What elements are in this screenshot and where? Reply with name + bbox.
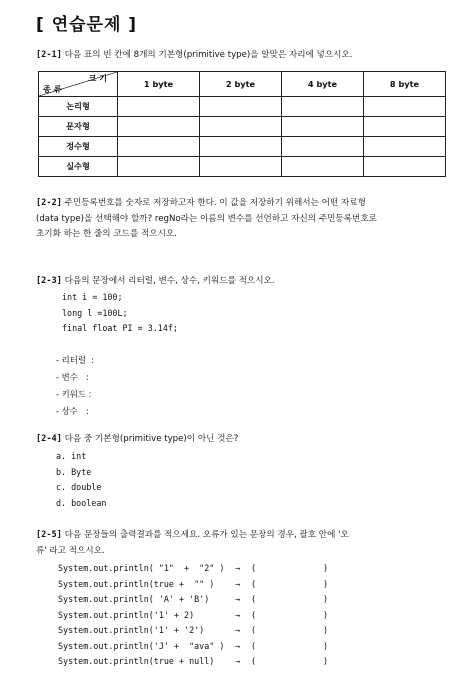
blank-cell[interactable]: [200, 117, 282, 137]
answer-item: - 상수 :: [56, 406, 89, 416]
code-statement: System.out.println('1' + 2): [58, 609, 195, 620]
list-item: [58, 561, 328, 577]
answer-blank-open[interactable]: (: [251, 640, 257, 651]
arrow-icon: →: [235, 640, 241, 651]
question-text-line: 초기화 하는 한 줄의 코드를 적으시오.: [36, 229, 177, 239]
list-item: [58, 577, 328, 593]
answer-item: - 변수 :: [56, 372, 89, 382]
answer-blank-open[interactable]: (: [251, 594, 257, 604]
answer-blank-close: ): [323, 656, 329, 666]
arrow-icon: →: [235, 609, 241, 620]
column-header: 4 byte: [282, 72, 364, 97]
question-label: [2-5]: [36, 530, 62, 540]
option-item: b. Byte: [56, 466, 92, 477]
option-item: a. int: [56, 451, 87, 461]
answer-blank-open[interactable]: (: [251, 609, 257, 620]
question-label: [2-4]: [36, 434, 62, 444]
code-line: int i = 100;: [62, 292, 123, 302]
option-item: c. double: [56, 482, 102, 493]
corner-label-size: 크 기: [88, 73, 107, 83]
code-statement: System.out.println('J' + "ava" ): [58, 640, 225, 651]
code-block: [62, 290, 178, 337]
answer-blank-close: ): [323, 609, 329, 620]
question-text-line: (data type)을 선택해야 할까? regNo라는 이름의 변수를 선언하고 자신의 주민등록번호로: [36, 213, 377, 224]
blank-cell[interactable]: [118, 117, 200, 137]
table-row: [39, 97, 446, 117]
blank-cell[interactable]: [200, 137, 282, 157]
blank-cell[interactable]: [282, 157, 364, 177]
arrow-icon: →: [235, 563, 241, 573]
blank-cell[interactable]: [364, 137, 446, 157]
question-2-5: [36, 528, 436, 559]
row-header: 논리형: [39, 97, 118, 117]
blank-cell[interactable]: [282, 117, 364, 137]
row-header: 문자형: [39, 117, 118, 137]
answer-blank-close: ): [323, 640, 329, 651]
answer-blank-open[interactable]: (: [251, 656, 257, 666]
list-item: [58, 639, 328, 655]
answer-item: - 리터럴 :: [56, 355, 95, 365]
question-text: 다음의 문장에서 리터럴, 변수, 상수, 키워드를 적으시오.: [61, 276, 275, 286]
answer-blank-close: ): [323, 563, 329, 573]
blank-cell[interactable]: [364, 117, 446, 137]
blank-cell[interactable]: [282, 97, 364, 117]
table-row: [39, 157, 446, 177]
table-row: [39, 137, 446, 157]
blank-cell[interactable]: [200, 157, 282, 177]
blank-cell[interactable]: [118, 97, 200, 117]
blank-cell[interactable]: [200, 97, 282, 117]
output-answer-list: [58, 561, 328, 670]
question-text-line: 다음 문장들의 출력결과를 적으세요. 오류가 있는 문장의 경우, 괄호 안에 '오: [61, 530, 349, 540]
arrow-icon: →: [235, 594, 241, 604]
blank-cell[interactable]: [282, 137, 364, 157]
corner-label-kind: 종 류: [43, 84, 62, 94]
code-line: final float PI = 3.14f;: [62, 323, 178, 333]
answer-blank-open[interactable]: (: [251, 563, 257, 573]
code-statement: System.out.println(true + null): [58, 656, 215, 666]
question-2-2: [36, 196, 436, 243]
arrow-icon: →: [235, 625, 241, 635]
column-header: 2 byte: [200, 72, 282, 97]
list-item: [58, 608, 328, 624]
option-list: [56, 449, 106, 511]
question-text: 다음 중 기본형(primitive type)이 아닌 것은?: [61, 434, 239, 444]
answer-blank-close: ): [323, 625, 329, 635]
row-header: 실수형: [39, 157, 118, 177]
code-statement: System.out.println(true + "" ): [58, 578, 215, 589]
code-statement: System.out.println( "1" + "2" ): [58, 563, 225, 573]
question-label: [2-3]: [36, 276, 62, 286]
code-statement: System.out.println('1' + '2'): [58, 625, 205, 635]
primitive-type-table: [38, 71, 446, 177]
arrow-icon: →: [235, 578, 241, 589]
question-text: 다음 표의 빈 칸에 8개의 기본형(primitive type)을 알맞은 자리에 넣으시오.: [61, 50, 353, 60]
question-2-1: [36, 48, 436, 64]
blank-cell[interactable]: [364, 97, 446, 117]
page-title: [ 연습문제 ]: [36, 15, 138, 35]
question-label: [2-1]: [36, 50, 62, 60]
blank-cell[interactable]: [118, 137, 200, 157]
column-header: 8 byte: [364, 72, 446, 97]
question-label: [2-2]: [36, 198, 62, 208]
answer-blank-close: ): [323, 594, 329, 604]
code-line: long l =100L;: [62, 307, 128, 318]
arrow-icon: →: [235, 656, 241, 666]
list-item: [58, 592, 328, 608]
answer-blank-close: ): [323, 578, 329, 589]
answer-item: - 키워드 :: [56, 389, 92, 399]
code-statement: System.out.println( 'A' + 'B'): [58, 594, 210, 604]
question-2-4: [36, 432, 436, 448]
blank-cell[interactable]: [118, 157, 200, 177]
blank-cell[interactable]: [364, 157, 446, 177]
option-item: d. boolean: [56, 497, 107, 508]
question-text-line: 주민등록번호를 숫자로 저장하고자 한다. 이 값을 저장하기 위해서는 어떤 자료형: [61, 198, 366, 208]
question-text-line: 류' 라고 적으시오.: [36, 545, 105, 556]
question-2-3: [36, 274, 436, 290]
answer-list: [56, 352, 94, 420]
list-item: [58, 654, 328, 670]
table-row: [39, 117, 446, 137]
table-header-row: [39, 72, 446, 97]
answer-blank-open[interactable]: (: [251, 625, 257, 635]
table-corner-cell: [39, 72, 118, 97]
column-header: 1 byte: [118, 72, 200, 97]
answer-blank-open[interactable]: (: [251, 578, 257, 589]
row-header: 정수형: [39, 137, 118, 157]
list-item: [58, 623, 328, 639]
